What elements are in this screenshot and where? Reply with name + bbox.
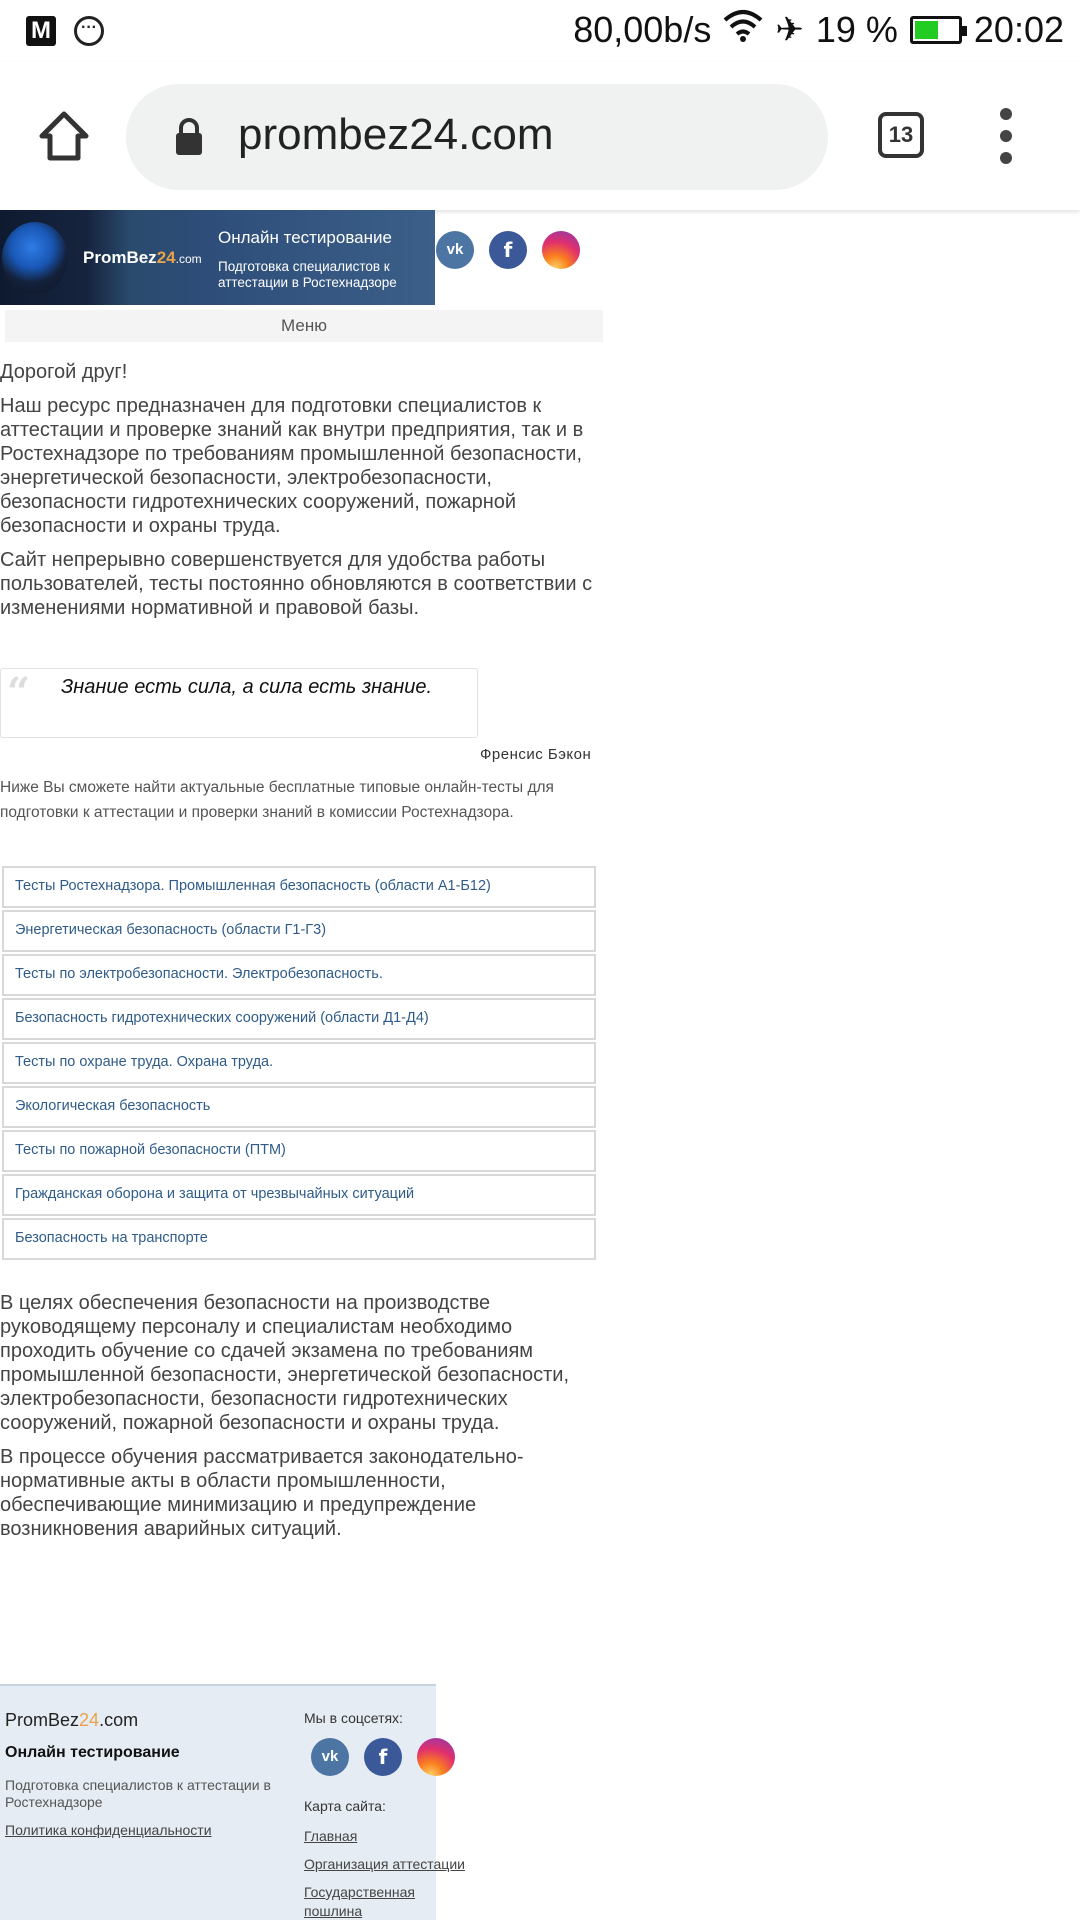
test-link[interactable]: Тесты по пожарной безопасности (ПТМ)	[15, 1142, 286, 1158]
airplane-mode-icon: ✈	[775, 10, 804, 49]
menu-button[interactable]: Меню	[5, 310, 603, 342]
sitemap-link-state-fee[interactable]: Государственная пошлина	[304, 1884, 416, 1919]
site-footer	[0, 1684, 465, 1920]
test-link[interactable]: Гражданская оборона и защита от чрезвычайных ситуаций	[15, 1186, 415, 1202]
list-item[interactable]	[2, 1130, 596, 1172]
list-item[interactable]	[2, 998, 596, 1040]
tests-list	[2, 866, 596, 1262]
brand-suffix: .com	[175, 252, 202, 266]
privacy-policy-link[interactable]: Политика конфиденциальности	[5, 1822, 212, 1838]
system-indicators	[573, 8, 1064, 51]
test-link[interactable]: Безопасность на транспорте	[15, 1230, 208, 1246]
list-item[interactable]	[2, 1174, 596, 1216]
vk-icon: vk	[321, 1748, 339, 1765]
test-link[interactable]: Тесты по электробезопасности. Электробезопасность.	[15, 966, 383, 982]
home-button[interactable]	[38, 110, 90, 162]
greeting: Дорогой друг!	[0, 361, 128, 383]
test-link[interactable]: Экологическая безопасность	[15, 1098, 211, 1114]
footer-instagram-link[interactable]	[417, 1738, 455, 1776]
social-label: Мы в соцсетях:	[304, 1710, 403, 1726]
about-section	[0, 1291, 600, 1551]
quote-mark-icon: “	[7, 669, 31, 716]
list-item[interactable]	[2, 866, 596, 908]
sitemap-link-home[interactable]: Главная	[304, 1828, 358, 1844]
test-link[interactable]: Безопасность гидротехнических сооружений (области Д1-Д4)	[15, 1010, 429, 1026]
lock-icon	[174, 118, 204, 156]
banner-subtitle: Подготовка специалистов к аттестации в Ростехнадзоре	[218, 259, 397, 290]
battery-fill	[915, 21, 938, 39]
site-banner[interactable]	[0, 210, 435, 305]
wifi-icon	[723, 8, 763, 51]
brand-main: PromBez	[83, 248, 157, 267]
battery-percent: 19 %	[815, 8, 898, 50]
list-item[interactable]	[2, 1086, 596, 1128]
clock: 20:02	[973, 8, 1064, 50]
vk-icon: vk	[446, 241, 464, 258]
facebook-link[interactable]	[489, 231, 527, 269]
brand-main: PromBez	[5, 1710, 80, 1730]
test-link[interactable]: Энергетическая безопасность (области Г1-Г3)	[15, 922, 327, 938]
banner-brand	[83, 248, 202, 268]
footer-brand	[5, 1710, 138, 1731]
sitemap-label: Карта сайта:	[304, 1798, 386, 1814]
list-item[interactable]	[2, 1218, 596, 1260]
list-item[interactable]	[2, 1042, 596, 1084]
tests-intro: Ниже Вы сможете найти актуальные бесплатные типовые онлайн-тесты для подготовки к аттестации и проверки знаний в комиссии Ростехнадзора.	[0, 779, 554, 821]
test-link[interactable]: Тесты Ростехнадзора. Промышленная безопасность (области А1-Б12)	[15, 878, 491, 894]
brand-accent: 24	[156, 248, 176, 267]
list-item[interactable]	[2, 910, 596, 952]
tab-switcher-button[interactable]: 13	[878, 112, 924, 158]
menu-dot	[1000, 152, 1012, 164]
brand-accent: 24	[79, 1710, 100, 1730]
gmail-icon: M	[26, 16, 56, 46]
quote-block	[0, 668, 478, 738]
paragraph: Наш ресурс предназначен для подготовки специалистов к аттестации и проверке знаний как внутри предприятия, так и в Ростехнадзоре по требованиям промышленной безопасности, энергетической безопасности, электробезопасности, безопасности гидротехнических сооружений, пожарной безопасности и охраны труда.	[0, 395, 584, 537]
notification-icons	[26, 16, 104, 46]
address-bar[interactable]	[126, 84, 828, 190]
footer-facebook-link[interactable]	[364, 1738, 402, 1776]
paragraph: В процессе обучения рассматривается законодательно-нормативные акты в области промышленности, обеспечивающие минимизацию и предупреждение возникновения аварийных ситуаций.	[0, 1446, 524, 1540]
brand-suffix: .com	[99, 1710, 139, 1730]
footer-subtitle: Подготовка специалистов к аттестации в Ростехнадзоре	[5, 1777, 271, 1810]
status-bar	[0, 0, 1080, 62]
battery-icon	[910, 16, 962, 44]
menu-dot	[1000, 108, 1012, 120]
quote-text: Знание есть сила, а сила есть знание.	[61, 676, 433, 698]
network-speed: 80,00b/s	[573, 8, 712, 50]
footer-vk-link[interactable]	[311, 1738, 349, 1776]
sitemap-link-attestation[interactable]: Организация аттестации	[304, 1856, 465, 1872]
intro-section	[0, 360, 600, 630]
banner-title: Онлайн тестирование	[218, 228, 392, 247]
test-link[interactable]: Тесты по охране труда. Охрана труда.	[15, 1054, 274, 1070]
home-icon	[38, 110, 90, 162]
footer-title: Онлайн тестирование	[5, 1744, 180, 1761]
more-dots-icon: ···	[74, 16, 104, 46]
paragraph: Сайт непрерывно совершенствуется для удобства работы пользователей, тесты постоянно обновляются в соответствии с изменениями нормативной и правовой базы.	[0, 549, 593, 619]
menu-dot	[1000, 130, 1012, 142]
facebook-icon: f	[378, 1745, 388, 1769]
instagram-link[interactable]	[542, 231, 580, 269]
url-text[interactable]: prombez24.com	[238, 110, 554, 159]
browser-toolbar	[0, 62, 1080, 210]
hardhat-logo-image	[2, 222, 68, 294]
list-item[interactable]	[2, 954, 596, 996]
vk-link[interactable]	[436, 231, 474, 269]
paragraph: В целях обеспечения безопасности на производстве руководящему персоналу и специалистам необходимо проходить обучение со сдачей экзамена по требованиям промышленной безопасности, энергетической безопасности, электробезопасности, безопасности гидротехнических сооружений, пожарной безопасности и охраны труда.	[0, 1292, 570, 1434]
facebook-icon: f	[503, 238, 513, 262]
quote-author: Френсис Бэкон	[480, 746, 592, 763]
browser-menu-button[interactable]	[994, 108, 1018, 164]
